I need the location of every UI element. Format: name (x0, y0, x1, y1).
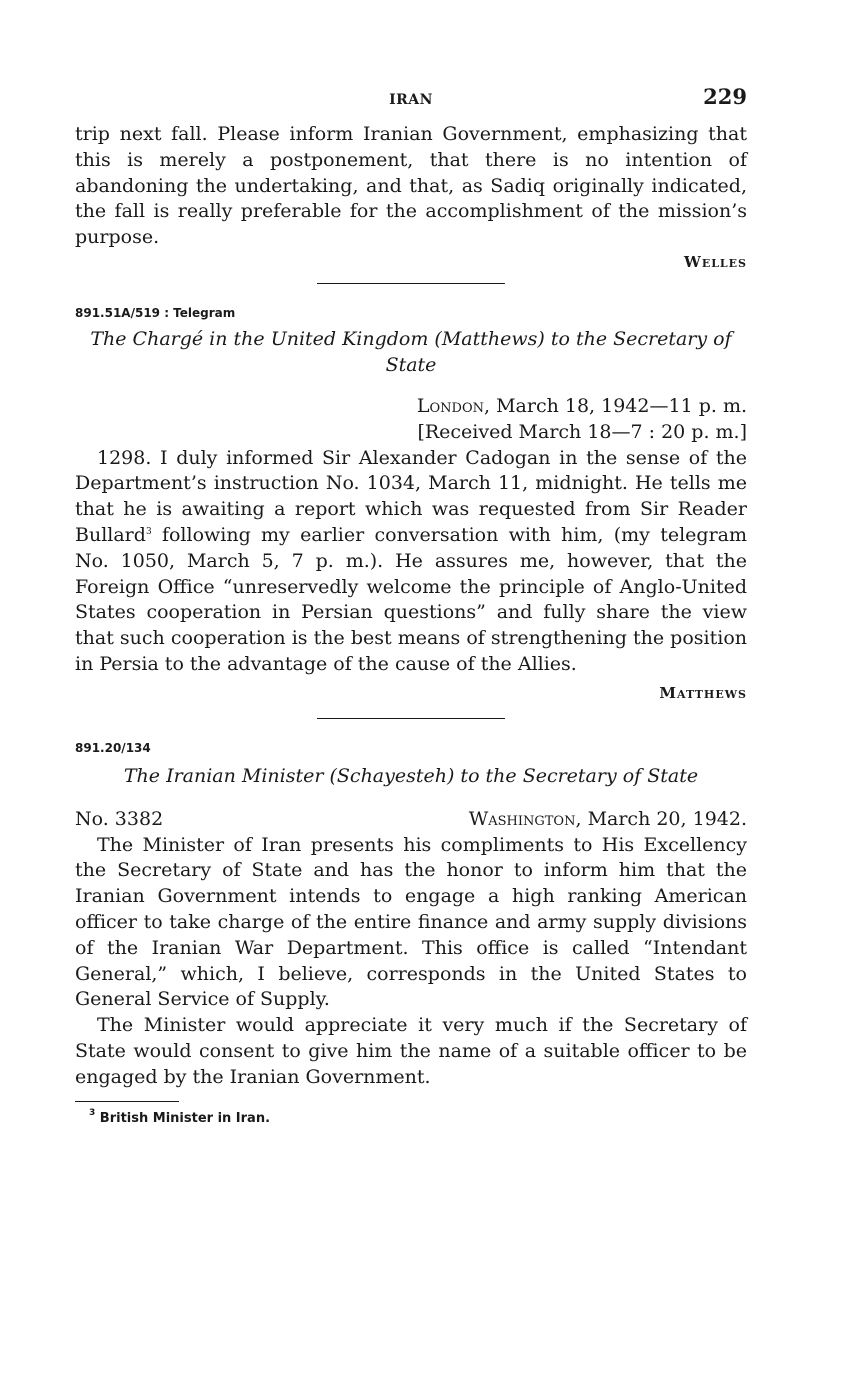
dateline-place: Washington, (468, 807, 582, 830)
section-divider (317, 718, 505, 719)
telegram-body (75, 446, 747, 678)
document-heading: The Iranian Minister (Schayesteh) to the Secretary of State (123, 764, 699, 787)
note-paragraph-1: The Minister of Iran presents his compliments to His Excellency the Secretary of State and has the honor to inform him that the Iranian Government intends to engage a high ranking American officer to take charge of the entire finance and army supply divisions of the Iranian War Department. This office is called “Intendant General,” which, I believe, corresponds in the United States to General Service of Supply. (75, 833, 747, 1011)
section-divider (317, 283, 505, 284)
received-line: [Received March 18—7 : 20 p. m.] (417, 420, 747, 443)
signature-matthews: Matthews (659, 683, 747, 702)
document-heading: The Chargé in the United Kingdom (Matthews) to the Secretary of State (90, 327, 732, 376)
document-page (75, 84, 747, 1128)
running-head (75, 84, 747, 116)
signature-welles: Welles (683, 252, 747, 271)
telegram-body-part2: following my earlier conversation with him, (my telegram No. 1050, March 5, 7 p. m.). He assures me, however, that the Foreign Office “unreservedly welcome the principle of Anglo-United States cooperation in Persian questions” and fully share the view that such cooperation is the best means of strengthening the position in Persia to the advantage of the cause of the Allies. (75, 523, 747, 675)
file-number: 891.20/134 (75, 740, 151, 755)
footnote-marker: 3 (89, 1107, 96, 1118)
running-title: IRAN (389, 92, 433, 108)
footnote-text: British Minister in Iran. (99, 1110, 271, 1126)
page-number: 229 (703, 84, 747, 109)
dateline-date: March 20, 1942. (587, 807, 747, 830)
telegram-body-part1: 1298. I duly informed Sir Alexander Cadogan in the sense of the Department’s instruction No. 1034, March 11, midnight. He tells me that he is awaiting a report which was requested from Sir Reader Bullard (75, 446, 747, 546)
continuation-paragraph: trip next fall. Please inform Iranian Government, emphasizing that this is merely a postponement, that there is no intention of abandoning the undertaking, and that, as Sadiq originally indicated, the fall is really preferable for the accomplishment of the mission’s purpose. (75, 123, 747, 249)
note-number-line (75, 807, 747, 833)
note-number: No. 3382 (75, 807, 164, 830)
dateline (469, 807, 747, 833)
footnote (75, 1107, 747, 1128)
dateline (75, 394, 747, 420)
footnote-reference: 3 (145, 526, 152, 537)
note-paragraph-2: The Minister would appreciate it very much if the Secretary of State would consent to give him the name of a suitable officer to be engaged by the Iranian Government. (75, 1014, 747, 1088)
dateline-date: March 18, 1942—11 p. m. (496, 394, 747, 417)
file-number: 891.51A/519 : Telegram (75, 305, 236, 320)
dateline-place: London, (416, 394, 491, 417)
footnote-divider (75, 1101, 179, 1102)
